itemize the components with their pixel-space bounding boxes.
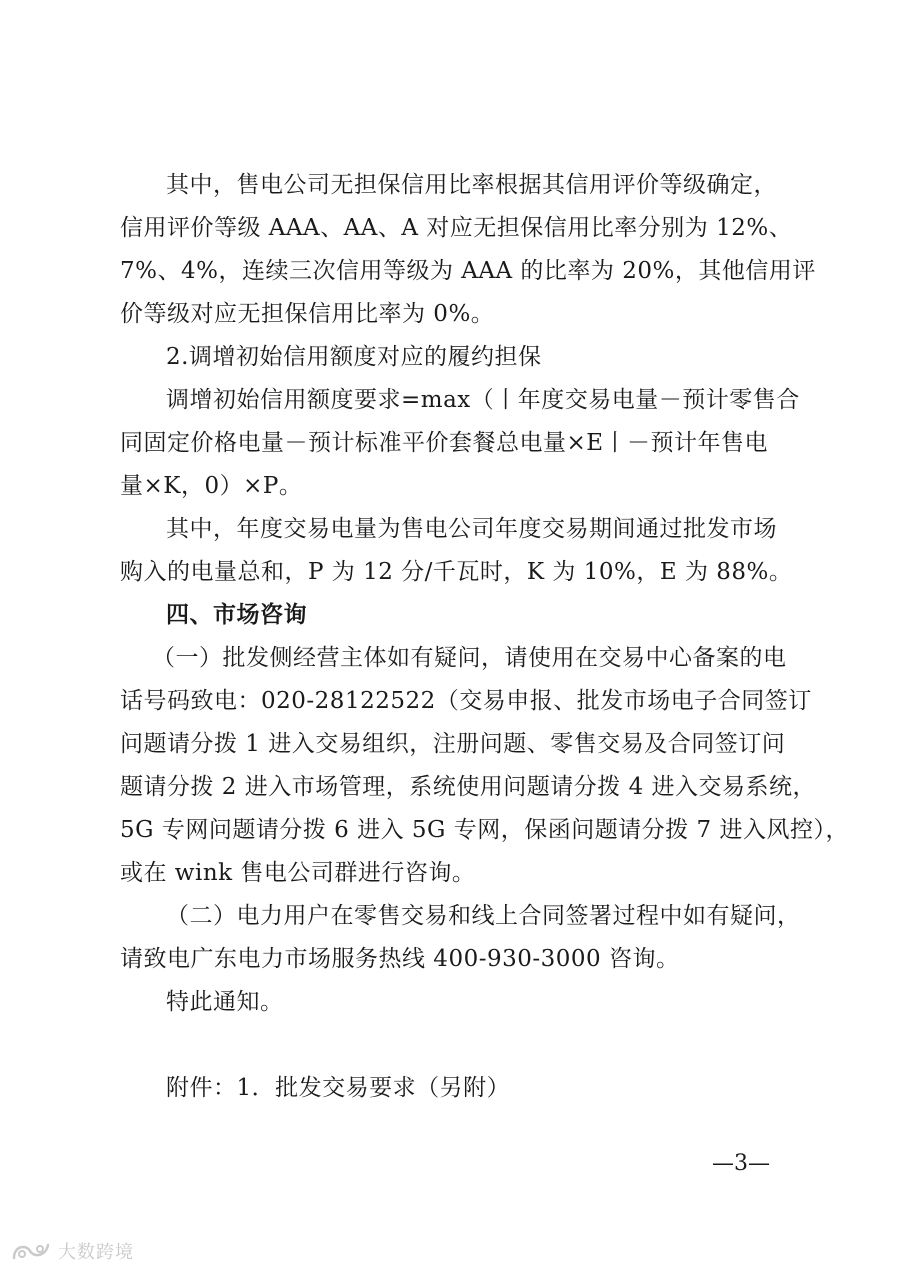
paragraph-line: 问题请分拨 1 进入交易组织，注册问题、零售交易及合同签订问 [120,731,786,757]
paragraph-line: 调增初始信用额度要求=max（丨年度交易电量－预计零售合 [166,387,800,413]
watermark-logo-icon [10,1240,52,1262]
paragraph-line: 信用评价等级 AAA、AA、A 对应无担保信用比率分别为 12%、 [120,215,793,241]
watermark-text: 大数跨境 [58,1242,134,1263]
subsection-heading: 2.调增初始信用额度对应的履约担保 [166,344,542,370]
paragraph-line: 7%、4%，连续三次信用等级为 AAA 的比率为 20%，其他信用评 [120,258,816,284]
closing-line: 特此通知。 [166,989,284,1015]
paragraph-line: 或在 wink 售电公司群进行咨询。 [120,860,476,886]
paragraph-line: 请致电广东电力市场服务热线 400-930-3000 咨询。 [120,946,680,972]
paragraph-line: 价等级对应无担保信用比率为 0%。 [120,301,495,327]
section-heading: 四、市场咨询 [166,602,307,628]
paragraph-line: 题请分拨 2 进入市场管理，系统使用问题请分拨 4 进入交易系统， [120,774,817,800]
paragraph-line: 同固定价格电量－预计标准平价套餐总电量×E丨－预计年售电 [120,430,769,456]
paragraph-line: 购入的电量总和，P 为 12 分/千瓦时，K 为 10%，E 为 88%。 [120,559,793,585]
attachment-line: 附件：1．批发交易要求（另附） [166,1075,511,1101]
page-number: —3— [712,1151,770,1176]
paragraph-line: （二）电力用户在零售交易和线上合同签署过程中如有疑问， [166,903,801,929]
paragraph-line: 其中，年度交易电量为售电公司年度交易期间通过批发市场 [166,516,777,542]
paragraph-line: 量×K，0）×P。 [120,473,303,499]
watermark [10,1238,134,1264]
paragraph-line: 其中，售电公司无担保信用比率根据其信用评价等级确定， [166,172,777,198]
paragraph-line: 5G 专网问题请分拨 6 进入 5G 专网，保函问题请分拨 7 进入风控）， [120,817,849,843]
paragraph-line: 话号码致电：020-28122522（交易申报、批发市场电子合同签订 [120,688,812,714]
paragraph-line: （一）批发侧经营主体如有疑问，请使用在交易中心备案的电 [152,645,787,671]
